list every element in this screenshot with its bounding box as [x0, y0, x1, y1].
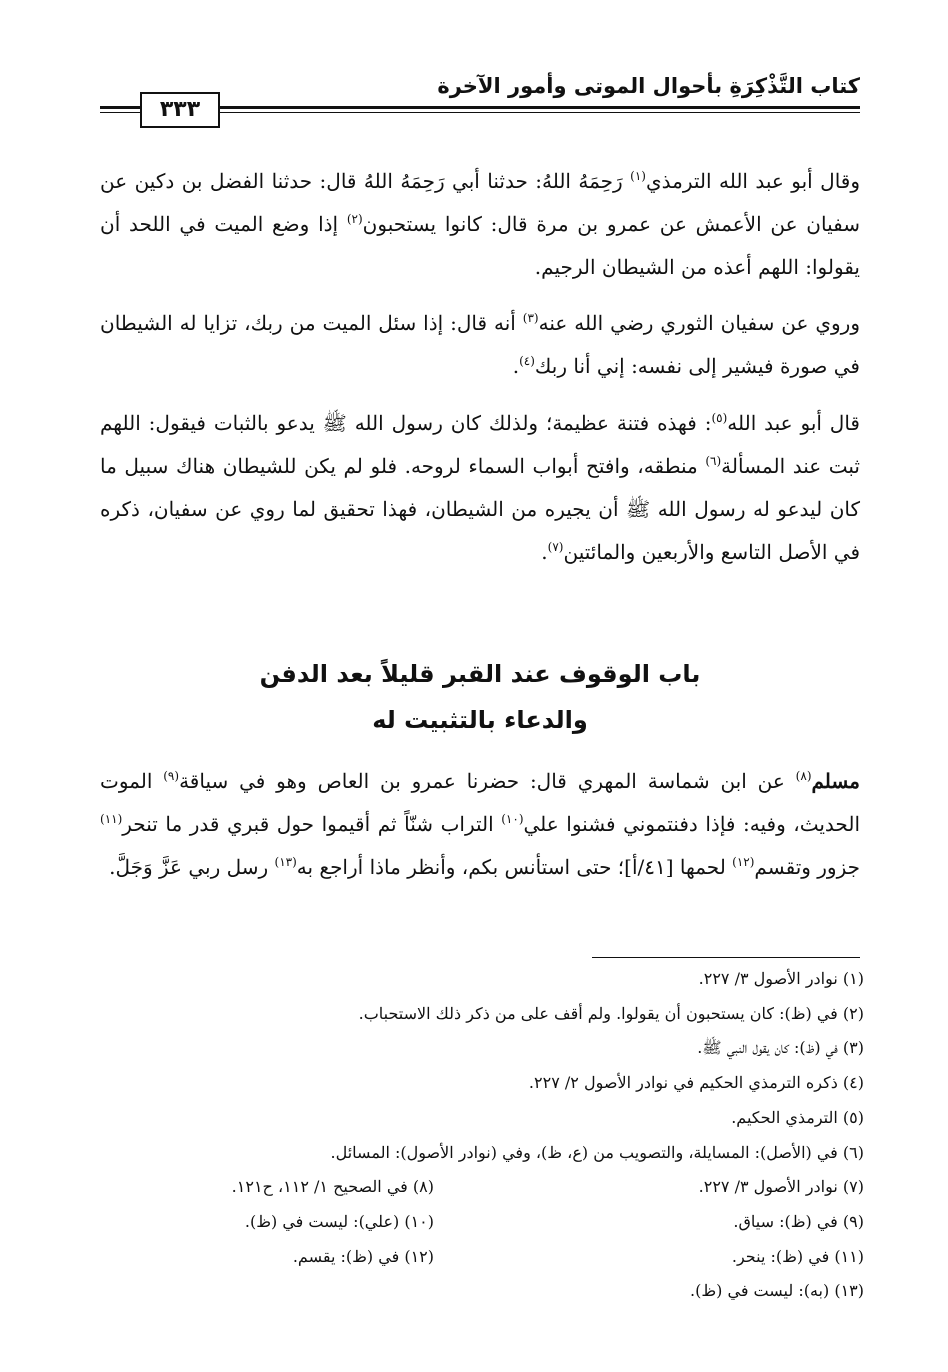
footnote-ref: (١٠) [501, 812, 524, 826]
text-run: إذا وضع الميت في اللحد أن يقولوا: اللهم أعذه من الشيطان الرجيم. [100, 212, 860, 279]
paragraph-3 [100, 402, 860, 574]
section-heading-line-1: باب الوقوف عند القبر قليلاً بعد الدفن [259, 660, 701, 688]
footnote-row [84, 1205, 864, 1240]
text-run: منطقه، وافتح أبواب السماء لروحه. فلو لم يكن للشيطان هناك سبيل ما كان ليدعو له رسول الله ﷺ أن يجيره من الشيطان، فهذا تحقيق لما روي عن سفيان، ذكره في الأصل التاسع والأربعين والمائتين [100, 454, 860, 564]
text-run: الموت الحديث، وفيه: فإذا دفنتموني فشنوا علي [100, 769, 860, 836]
text-run: . [512, 354, 520, 378]
footnote-ref: (٦) [705, 454, 722, 468]
text-run: أنه قال: إذا سئل الميت من ربك، تزايا له الشيطان في صورة فيشير إلى نفسه: إني أنا ربك [100, 311, 860, 378]
text-run: جزور وتقسم [754, 855, 860, 879]
footnote-ref: (١) [630, 169, 646, 183]
text-run: رَحِمَهُ اللهُ: حدثنا أبي رَحِمَهُ اللهُ قال: حدثنا الفضل بن دكين عن سفيان عن الأعمش عن عمرو بن مرة قال: كانوا يستحبون [100, 169, 860, 236]
text-run: التراب شنّاً ثم أقيموا حول قبري قدر ما تنحر [122, 812, 502, 836]
footnote-ref: (٢) [346, 212, 363, 226]
footnote-10: (١٠) (علي): ليست في (ظ). [244, 1211, 434, 1231]
footnote-6: (٦) في (الأصل): المسايلة، والتصويب من (ع، ظ)، وفي (نوادر الأصول): المسائل. [330, 1142, 864, 1162]
footnote-ref: (٩) [163, 769, 180, 783]
paragraph-1 [100, 160, 860, 289]
section-heading-line-2: والدعاء بالتثبيت له [372, 706, 588, 734]
footnote-ref: (١٣) [274, 855, 297, 869]
footnote-row [84, 1240, 864, 1275]
footnote-5: (٥) الترمذي الحكيم. [731, 1107, 864, 1127]
footnote-4: (٤) ذكره الترمذي الحكيم في نوادر الأصول ٢/ ٢٢٧. [528, 1073, 864, 1093]
footnote-ref: (٨) [795, 769, 812, 783]
footnote-13: (١٣) (به): ليست في (ظ). [690, 1281, 864, 1301]
footnote-7: (٧) نوادر الأصول ٣/ ٢٢٧. [698, 1177, 864, 1197]
footnote-ref: (٤) [519, 354, 535, 368]
text-run: عن ابن شماسة المهري قال: حضرنا عمرو بن العاص وهو في سياقة [179, 769, 796, 793]
footnote-2: (٢) في (ظ): كان يستحبون أن يقولوا. ولم أقف على من ذكر ذلك الاستحباب. [358, 1003, 864, 1023]
running-title: كتاب التَّذْكِرَةِ بأحوال الموتى وأمور الآخرة [437, 74, 860, 98]
footnote-separator [592, 957, 860, 958]
page-number: ٣٣٣ [140, 92, 220, 128]
footnote-ref: (١١) [100, 812, 123, 826]
text-run: . [541, 540, 548, 564]
paragraph-2 [100, 302, 860, 388]
footnotes [84, 962, 864, 1309]
text-run: لحمها [٤١/أ]؛ حتى استأنس بكم، وأنظر ماذا أراجع به [296, 855, 733, 879]
text-run: وروي عن سفيان الثوري رضي الله عنه [538, 311, 860, 335]
footnote-ref: (٥) [711, 411, 728, 425]
footnote-11: (١١) في (ظ): ينحر. [731, 1246, 864, 1266]
footnote-8: (٨) في الصحيح ١/ ١١٢، ح١٢١. [231, 1177, 434, 1197]
footnote-12: (١٢) في (ظ): يقسم. [292, 1246, 434, 1266]
paragraph-4 [100, 760, 860, 889]
footnote-9: (٩) في (ظ): سياق. [733, 1211, 864, 1231]
footnote-3: (٣) في (ظ): كان يقول النبي ﷺ. [697, 1038, 864, 1058]
text-run: قال أبو عبد الله [727, 411, 860, 435]
text-run: وقال أبو عبد الله الترمذي [645, 169, 861, 193]
text-run: رسل ربي عَزَّ وَجَلَّ. [109, 855, 275, 879]
footnote-ref: (٣) [522, 311, 539, 325]
text-run: : فهذه فتنة عظيمة؛ ولذلك كان رسول الله ﷺ يدعو بالثبات فيقول: اللهم ثبت عند المسألة [100, 411, 861, 478]
footnote-ref: (١٢) [732, 855, 755, 869]
footnote-row [84, 1170, 864, 1205]
footnote-ref: (٧) [547, 540, 564, 554]
footnote-1: (١) نوادر الأصول ٣/ ٢٢٧. [698, 969, 864, 988]
source-name: مسلم [811, 769, 860, 793]
